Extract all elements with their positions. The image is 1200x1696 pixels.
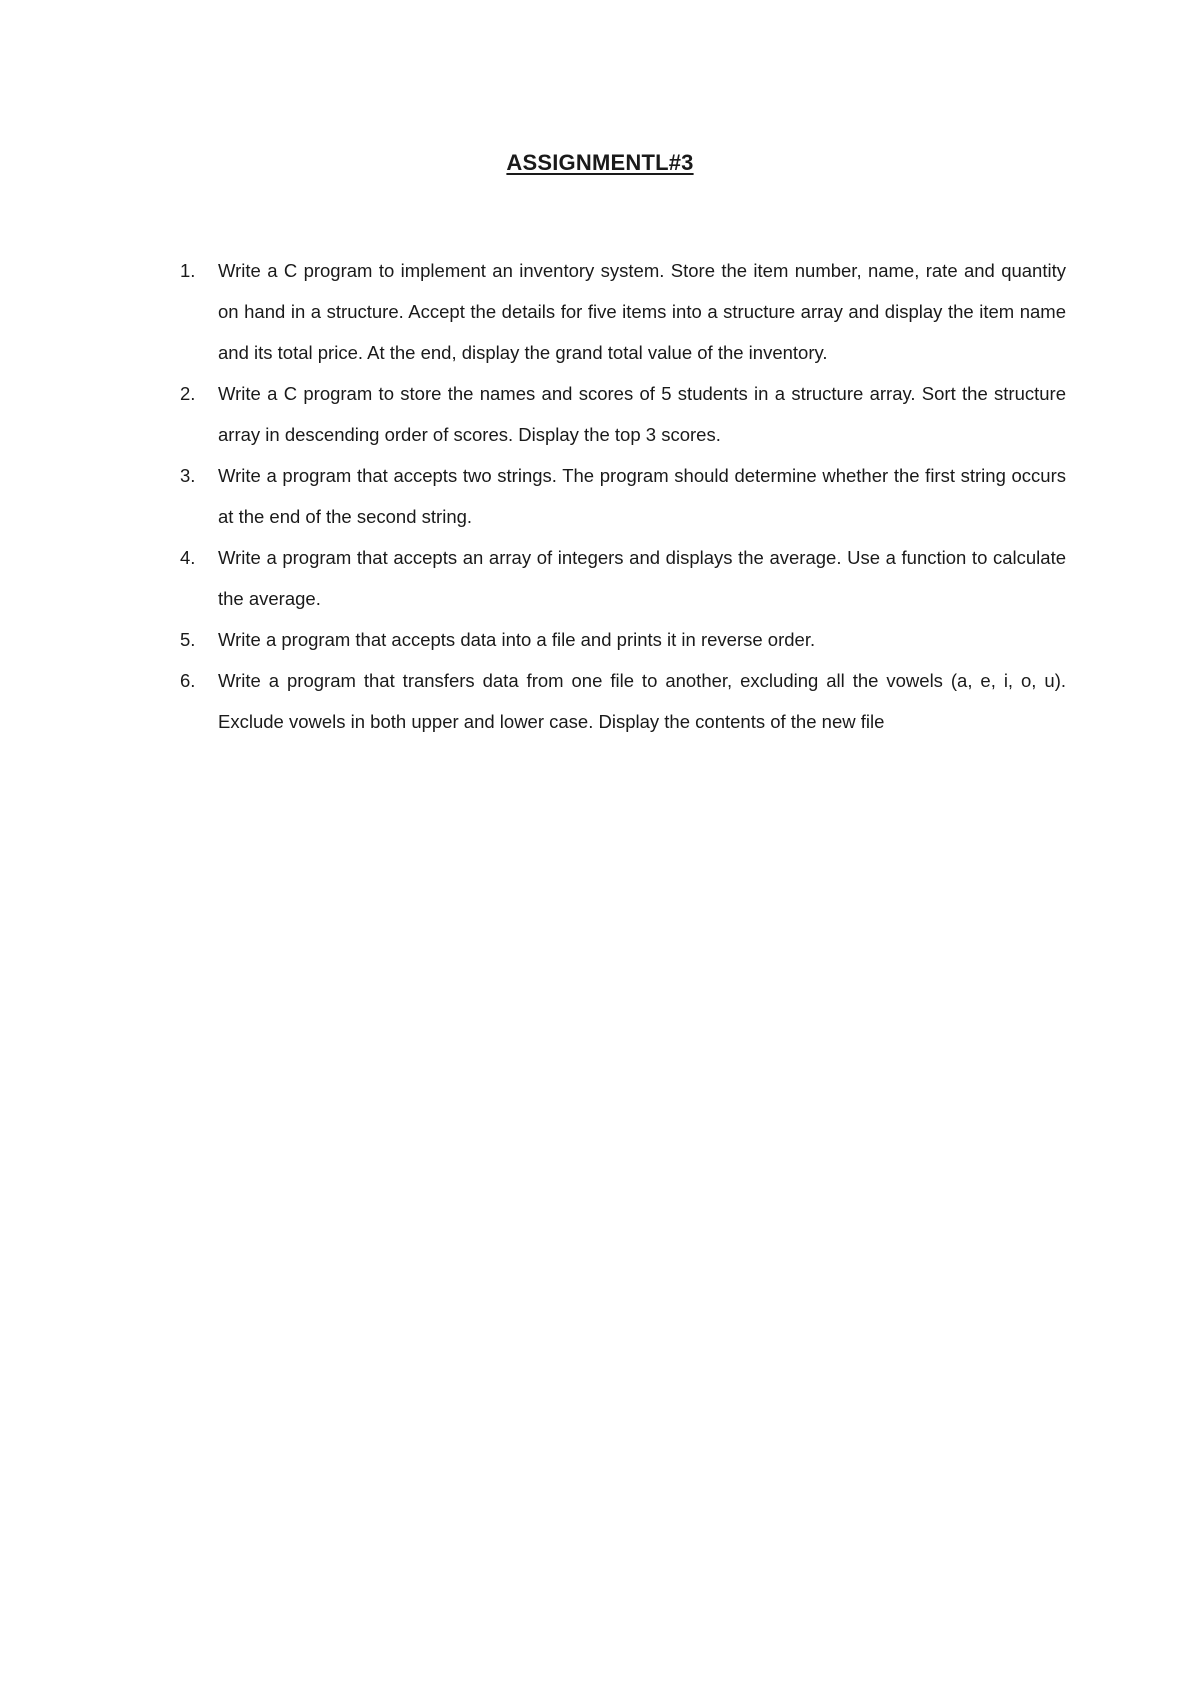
list-item-text: Write a C program to implement an inventory system. Store the item number, name, rate and quantity on hand in a structure. Accept the details for five items into a structure array and display the item name and its total price. At the end, display the grand total value of the inventory. (218, 260, 1066, 363)
list-item-number: 2. (180, 383, 196, 404)
document-title: ASSIGNMENTL#3 (506, 150, 694, 175)
list-item-text: Write a program that accepts data into a file and prints it in reverse order. (218, 629, 816, 650)
list-item (180, 455, 1066, 537)
list-item-text: Write a program that transfers data from one file to another, excluding all the vowels (a, e, i, o, u). Exclude vowels in both upper and lower case. Display the contents of the new file (218, 670, 1066, 732)
assignment-list (180, 250, 1066, 742)
list-item-number: 3. (180, 465, 196, 486)
list-item (180, 373, 1066, 455)
list-item (180, 537, 1066, 619)
list-item (180, 660, 1066, 742)
list-item-text: Write a program that accepts two strings. The program should determine whether the first string occurs at the end of the second string. (218, 465, 1066, 527)
list-item-number: 6. (180, 670, 196, 691)
list-item-number: 1. (180, 260, 196, 281)
list-item (180, 619, 1066, 660)
list-item-text: Write a program that accepts an array of integers and displays the average. Use a function to calculate the average. (218, 547, 1066, 609)
list-item (180, 250, 1066, 373)
list-item-number: 5. (180, 629, 196, 650)
list-item-number: 4. (180, 547, 196, 568)
list-item-text: Write a C program to store the names and scores of 5 students in a structure array. Sort the structure array in descending order of scores. Display the top 3 scores. (218, 383, 1066, 445)
